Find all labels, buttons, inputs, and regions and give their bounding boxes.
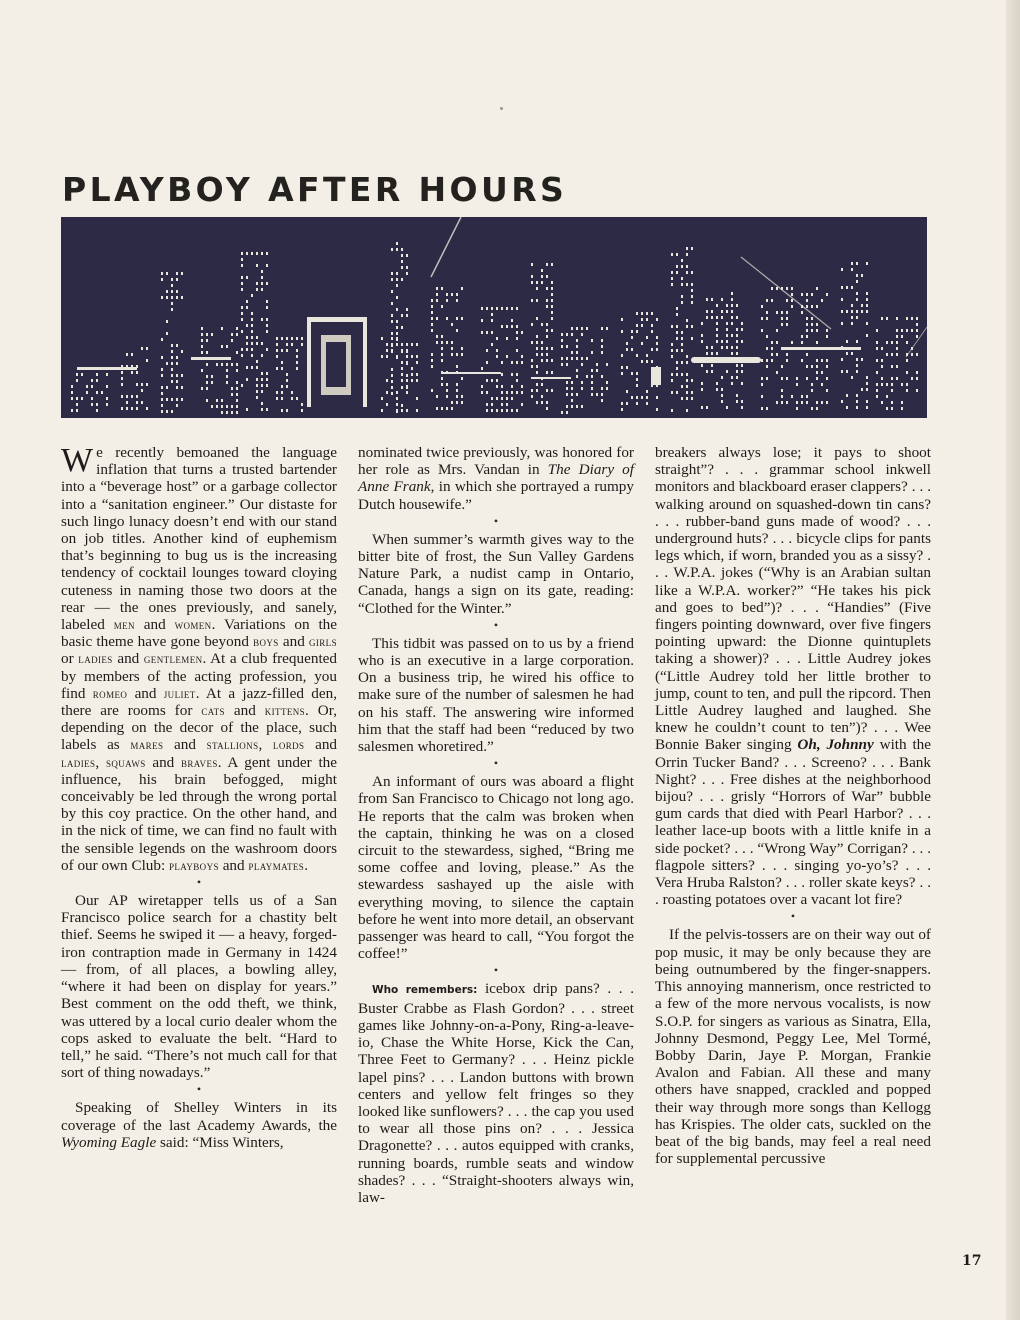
watermark-smudge: ​ [303, 575, 317, 664]
page-number: 17 [962, 1253, 982, 1269]
paragraph-salesmen: This tidbit was passed on to us by a friend who is an executive in a large corporation. On a business trip, he wired his office to make sure of the number of salesmen he had on his staff. The answering wire informed him that the staff had been “reduced by two salesmen whoretired.” [358, 634, 634, 756]
column-2 [358, 444, 634, 1206]
page-title: PLAYBOY AFTER HOURS [62, 170, 568, 209]
skyline-drawing [61, 217, 927, 418]
item-separator: • [493, 617, 499, 632]
item-separator: • [790, 909, 796, 924]
item-separator: • [196, 875, 202, 890]
paragraph-who-remembers: Who remembers: icebox drip pans? . . . Buster Crabbe as Flash Gordon? . . . street games like Johnny-on-a-Pony, Ring-a-leave-io, Chase the White Horse, Kick the Can, Three Feet to Germany? . . . Heinz pickle lapel pins? . . . Landon buttons with brown centers and yellow felt fringes so they looked like sunflowers? . . . the cap you used to wear all those pins on? . . . Jessica Dragonette? . . . autos equipped with cranks, running boards, rumble seats and window shades? . . . “Straight-shooters always win, law- [358, 980, 634, 1206]
paragraph-who-remembers-cont: breakers always lose; it pays to shoot straight”? . . . grammar school inkwell monitors and blackboard eraser clappers? . . . walking around on squashed-down tin cans? . . . rubber-band guns made of wood? . . . underground huts? . . . bicycle clips for pants legs which, if worn, branded you as a sissy? . . . W.P.A. jokes (“Why is an Arabian sultan like a W.P.A. worker?” “He takes his pick and goes to bed”)? . . . “Handies” (Five fingers pointing downward, over five fingers pointing upward: the Dionne quintuplets taking a shower)? . . . Little Audrey jokes (“Little Audrey told her little brother to jump, count to ten, and pull the ripcord. Then Little Audrey laughed and laughed. She knew he couldn’t count to ten”)? . . . Wee Bonnie Baker singing Oh, Johnny with the Orrin Tucker Band? . . . Screeno? . . . Bank Night? . . . Free dishes at the neighborhood bijou? . . . grisly “Horrors of War” bubble gum cards that died with Pearl Harbor? . . . leather lace-up boots with a little knife in a side pocket? . . . “Wrong Way” Corrigan? . . . flagpole sitters? . . . singing yo-yo’s? . . . Vera Hruba Ralston? . . . roller skate keys? . . . roasting potatoes over a vacant lot fire? [655, 444, 932, 909]
print-speck [500, 107, 503, 110]
paragraph-chastity-belt: Our AP wiretapper tells us of a San Francisco police search for a chastity belt thief. Seems he swiped it — a heavy, forged-iron contraption made in Germany in 1424 — from, of all places, a bowling alley, “where it had been on display for years.” Best comment on the odd theft, we think, was uttered by a local curio dealer whom the cops asked to evaluate the belt. “Hard to tell,” he said. “There’s not much call for that sort of thing nowadays.” [61, 892, 337, 1082]
page-edge-shadow [1006, 0, 1020, 1320]
paragraph-shelley-winters: Speaking of Shelley Winters in its coverage of the last Academy Awards, the Wyoming Eagle said: “Miss Winters, [61, 1099, 337, 1151]
paragraph-flight-captain: An informant of ours was aboard a flight from San Francisco to Chicago not long ago. He reports that the calm was broken when the captain, thinking he was on a closed circuit to the stewardess, sighed, “Bring me some coffee and loving, please.” As the stewardess sashayed up the aisle with everything moving, to silence the captain before he went into more detail, an observant passenger was heard to call, “You forgot the coffee!” [358, 773, 634, 963]
item-separator: • [493, 963, 499, 978]
paragraph-language-inflation: We recently bemoaned the language inflation that turns a trusted bartender into a “beverage host” or a garbage collector into a “sanitation engineer.” Our distaste for such lingo lunacy doesn’t end with our stand on job titles. Another kind of euphemism that’s beginning to bug us is the increasing tendency of cocktail lounges toward cloying cuteness in naming those two doors at the rear — the ones previously, and sanely, labeled men and women. Variations on the basic theme have gone beyond boys and girls or ladies and gentlemen. At a club frequented by members of the acting profession, you find romeo and juliet. At a jazz-filled den, there are rooms for cats and kittens. Or, depending on the decor of the place, such labels as mares and stallions, lords and ladies, squaws and braves. A gent under the influence, his brain befogged, might conceivably be led through the wrong portal by this coy practice. On the other hand, and in the nick of time, we can find no fault with the sensible legends on the washroom doors of our own Club: playboys and playmates. [61, 442, 338, 874]
column-3 [655, 444, 931, 1167]
item-separator: • [493, 513, 499, 528]
drop-cap: W [61, 442, 94, 479]
who-remembers-label: Who remembers: [372, 984, 478, 997]
item-separator: • [493, 756, 499, 771]
paragraph-shelley-winters-cont: nominated twice previously, was honored for her role as Mrs. Vandan in The Diary of Anne Frank, in which she portrayed a rumpy Dutch housewife.” [358, 444, 634, 513]
column-1 [61, 444, 337, 1151]
item-separator: • [196, 1082, 202, 1097]
paragraph-nudist-camp: When summer’s warmth gives way to the bitter bite of frost, the Sun Valley Gardens Nature Park, a nudist camp in Ontario, Canada, hangs a sign on its gate, reading: “Clothed for the Winter.” [358, 530, 634, 617]
paragraph-finger-snappers: If the pelvis-tossers are on their way out of pop music, it may be only because they are being outnumbered by the finger-snappers. This annoying mannerism, once restricted to a few of the more nervous vocalists, is now S.O.P. for singers as various as Sinatra, Ella, Johnny Desmond, Peggy Lee, Mel Tormé, Bobby Darin, Jaye P. Morgan, Frankie Avalon and Fabian. All these and many others have snapped, crackled and popped their way through more songs than Kellogg has Krispies. The older cats, suckled on the beat of the big bands, may feel a real need for supplemental percussive [655, 926, 931, 1168]
night-city-skyline-illustration [61, 217, 927, 418]
